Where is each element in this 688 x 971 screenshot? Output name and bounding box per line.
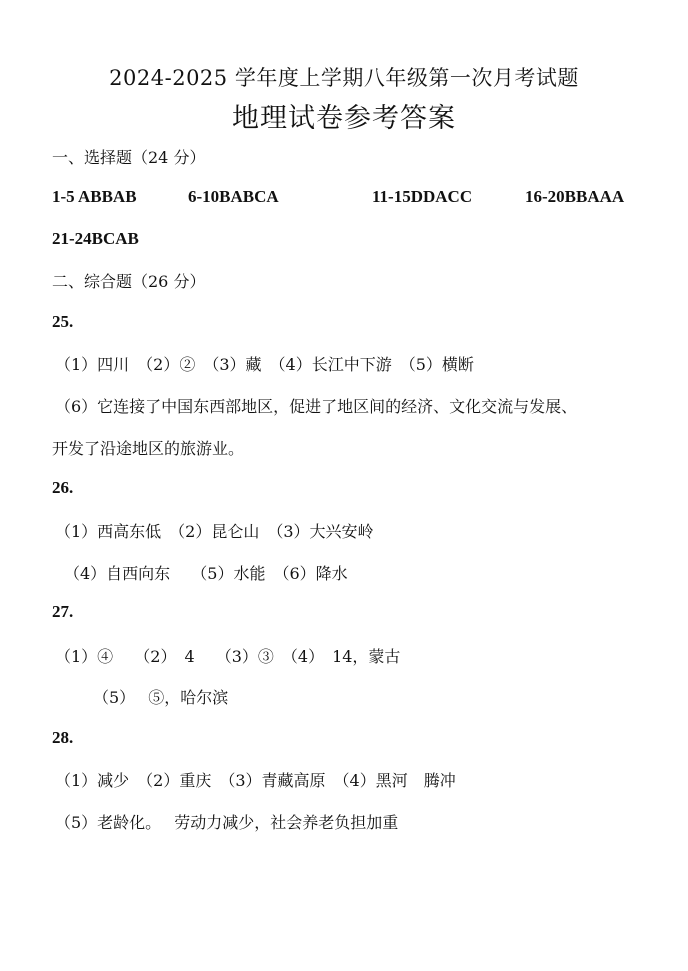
- choice-answers-row: [52, 187, 652, 209]
- exam-title: 2024-2025 学年度上学期八年级第一次月考试题: [109, 66, 579, 90]
- question-27-line-2: （5） ⑤，哈尔滨: [93, 688, 229, 707]
- answer-key-title: 地理试卷参考答案: [232, 103, 456, 134]
- question-28-line-2: （5）老龄化。 劳动力减少，社会养老负担加重: [55, 813, 399, 832]
- answer-group-21-24: 21-24BCAB: [52, 229, 139, 248]
- question-25-line-1: （1）四川 （2）② （3）藏 （4）长江中下游 （5）横断: [55, 355, 474, 374]
- answer-group-16-20: 16-20BBAAA: [525, 187, 625, 206]
- question-26-line-2: （4）自西向东 （5）水能 （6）降水: [64, 564, 348, 583]
- section-choice-heading: 一、选择题（24 分）: [52, 148, 206, 167]
- question-25-line-3: 开发了沿途地区的旅游业。: [52, 439, 245, 458]
- question-27-number: 27.: [52, 602, 74, 621]
- question-28-number: 28.: [52, 728, 74, 747]
- question-25-line-2: （6）它连接了中国东西部地区，促进了地区间的经济、文化交流与发展、: [55, 397, 578, 416]
- question-26-line-1: （1）西高东低 （2）昆仑山 （3）大兴安岭: [55, 522, 374, 541]
- question-26-number: 26.: [52, 478, 74, 497]
- question-28-line-1: （1）减少 （2）重庆 （3）青藏高原 （4）黑河 腾冲: [55, 771, 456, 790]
- answer-group-11-15: 11-15DDACC: [372, 187, 473, 206]
- question-25-number: 25.: [52, 312, 74, 331]
- section-comprehensive-heading: 二、综合题（26 分）: [52, 272, 206, 291]
- question-27-line-1: （1）④ （2） 4 （3）③ （4） 14，蒙古: [55, 647, 401, 666]
- answer-group-6-10: 6-10BABCA: [188, 187, 279, 206]
- answer-group-1-5: 1-5 ABBAB: [52, 187, 137, 206]
